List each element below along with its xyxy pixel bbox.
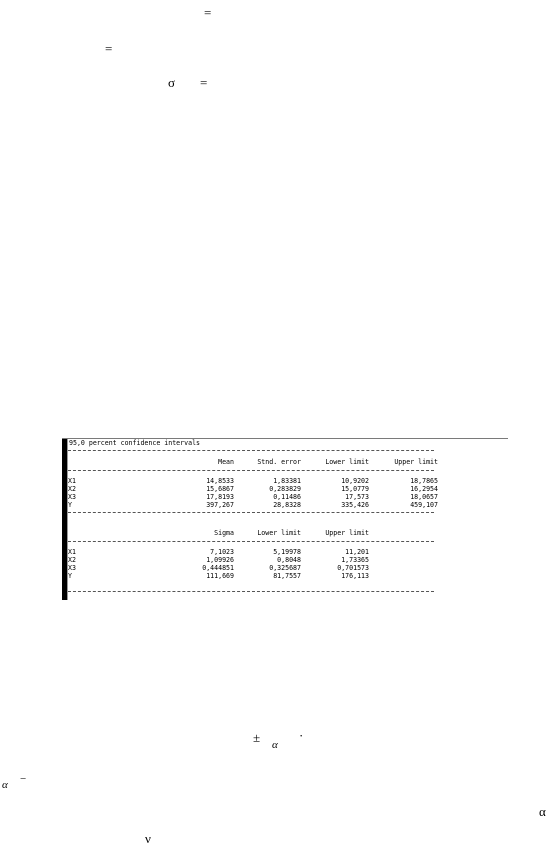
variable-name: X3	[68, 564, 76, 572]
variable-name: Y	[68, 572, 72, 580]
sigma-value: 1,09926	[206, 556, 234, 564]
divider	[68, 591, 434, 592]
table-row	[68, 565, 440, 573]
alpha-symbol: α	[2, 779, 8, 791]
table-row	[68, 494, 440, 502]
lower-limit-value: 17,573	[345, 493, 369, 501]
column-header: Upper limit	[394, 458, 438, 466]
upper-limit-value: 18,0657	[410, 493, 438, 501]
sigma-value: 111,669	[206, 572, 234, 580]
confidence-intervals-output	[62, 438, 508, 600]
lower-limit-value: 10,9202	[341, 477, 369, 485]
stnd-error-value: 1,83381	[273, 477, 301, 485]
column-header: Mean	[218, 458, 234, 466]
divider	[68, 512, 434, 513]
table-row	[68, 486, 440, 494]
lower-limit-value: 81,7557	[273, 572, 301, 580]
column-header: Lower limit	[257, 529, 301, 537]
table-row	[68, 502, 440, 510]
mean-value: 17,8193	[206, 493, 234, 501]
output-title: 95,0 percent confidence intervals	[69, 439, 201, 447]
divider	[68, 541, 434, 542]
mean-value: 397,267	[206, 501, 234, 509]
upper-limit-value: 16,2954	[410, 485, 438, 493]
divider	[68, 450, 434, 451]
table-row	[68, 549, 440, 557]
lower-limit-value: 5,19978	[273, 548, 301, 556]
variable-name: X1	[68, 477, 76, 485]
variable-name: X1	[68, 548, 76, 556]
nu-symbol: ν	[145, 831, 151, 846]
variable-name: X2	[68, 556, 76, 564]
column-header: Sigma	[214, 529, 234, 537]
column-header: Stnd. error	[257, 458, 301, 466]
minus-sign: −	[20, 773, 27, 785]
sigma-symbol: σ	[168, 75, 176, 90]
equals-sign: =	[105, 41, 113, 56]
stnd-error-value: 28,8328	[273, 501, 301, 509]
variable-name: X2	[68, 485, 76, 493]
divider	[68, 470, 434, 471]
upper-limit-value: 11,201	[345, 548, 369, 556]
table1-header-row	[68, 459, 440, 467]
lower-limit-value: 0,325687	[269, 564, 301, 572]
mean-value: 14,8533	[206, 477, 234, 485]
column-header: Upper limit	[325, 529, 369, 537]
stnd-error-value: 0,11486	[273, 493, 301, 501]
plus-minus-sign: ±	[253, 730, 261, 745]
variable-name: Y	[68, 501, 72, 509]
table-row	[68, 573, 440, 581]
sigma-value: 7,1023	[210, 548, 234, 556]
lower-limit-value: 335,426	[341, 501, 369, 509]
upper-limit-value: 18,7865	[410, 477, 438, 485]
sigma-value: 0,444851	[202, 564, 234, 572]
upper-limit-value: 459,107	[410, 501, 438, 509]
alpha-subscript: α	[272, 739, 278, 751]
column-header: Lower limit	[325, 458, 369, 466]
mean-value: 15,6867	[206, 485, 234, 493]
table-row	[68, 478, 440, 486]
equals-sign: =	[204, 5, 212, 20]
table2-header-row	[68, 530, 440, 538]
lower-limit-value: 0,8048	[277, 556, 301, 564]
upper-limit-value: 1,73365	[341, 556, 369, 564]
stnd-error-value: 0,283829	[269, 485, 301, 493]
upper-limit-value: 176,113	[341, 572, 369, 580]
table-row	[68, 557, 440, 565]
lower-limit-value: 15,0779	[341, 485, 369, 493]
equals-sign: =	[200, 75, 208, 90]
variable-name: X3	[68, 493, 76, 501]
upper-limit-value: 0,701573	[337, 564, 369, 572]
dot-symbol: ·	[299, 728, 304, 743]
alpha-symbol: α	[539, 804, 546, 819]
